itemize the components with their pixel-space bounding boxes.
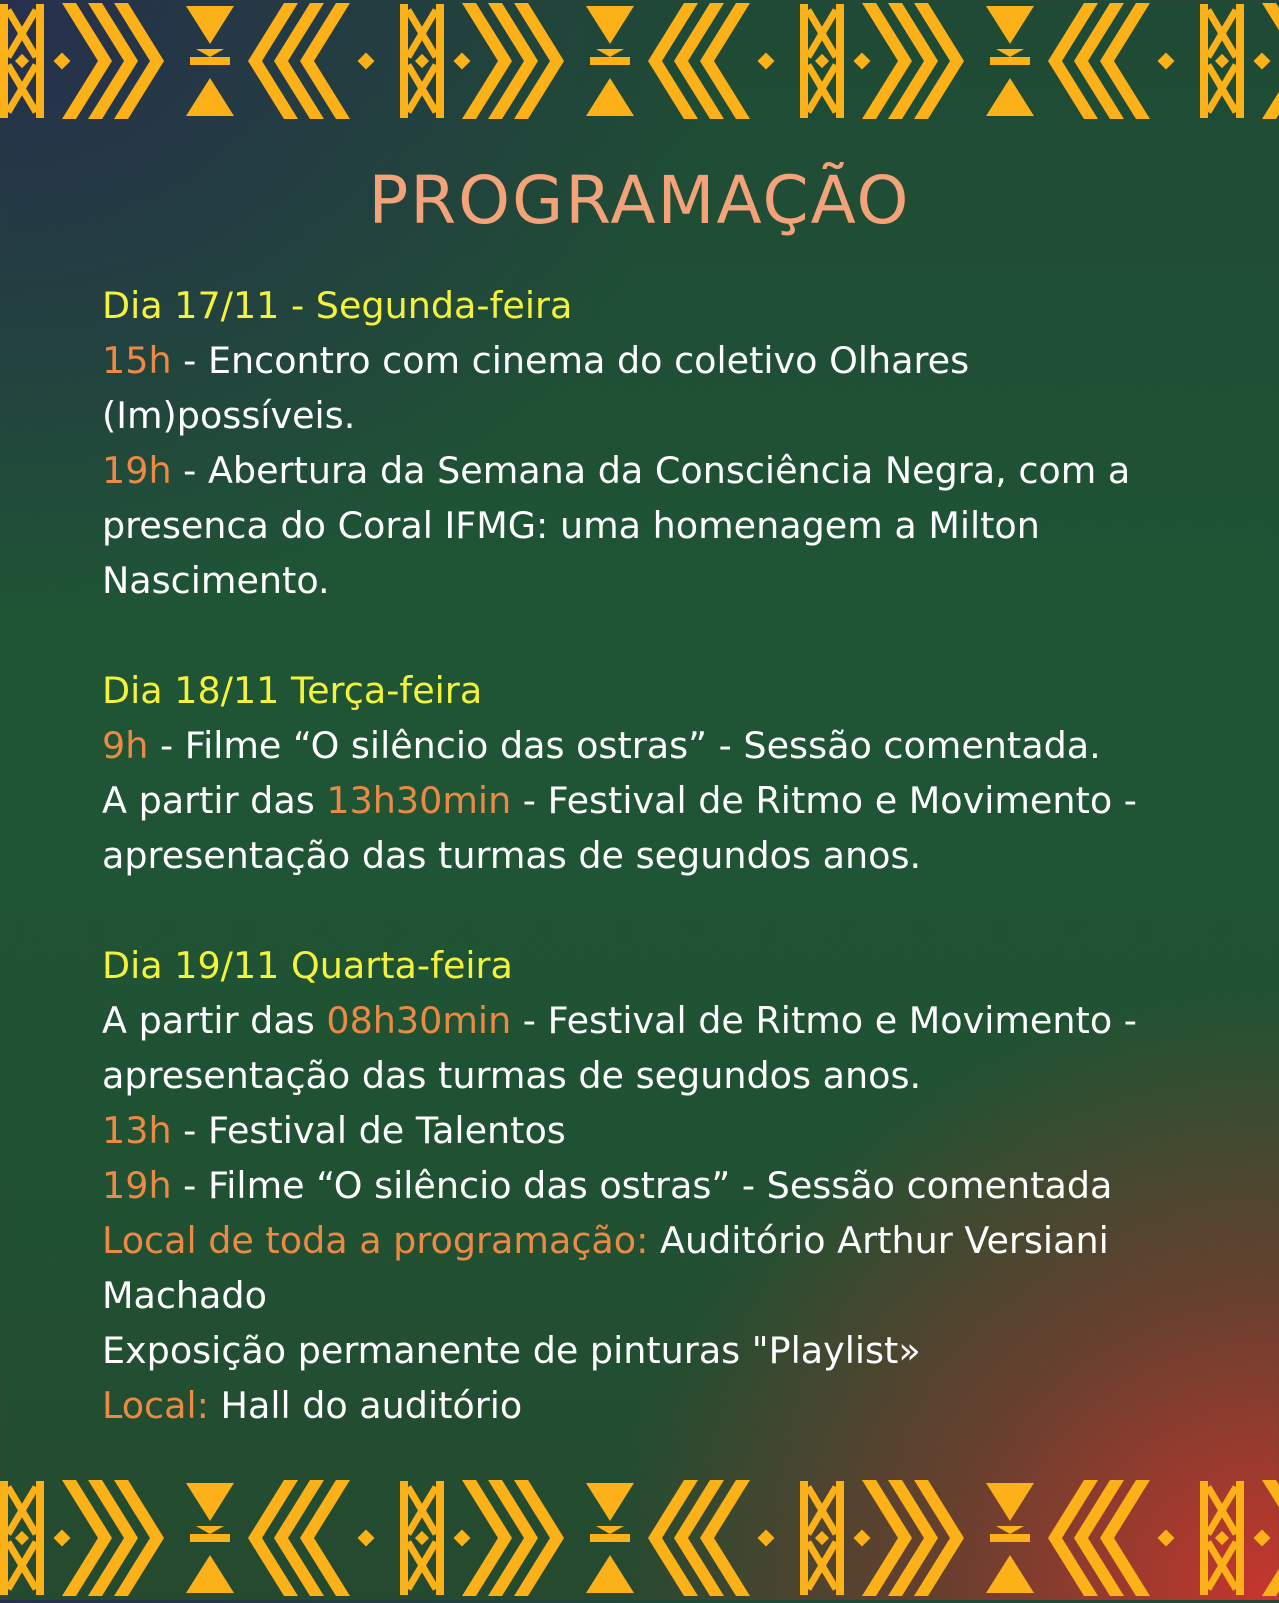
event-time: 9h [102, 724, 149, 767]
event-text: - Encontro com cinema do coletivo Olhares [171, 339, 970, 382]
event-line [102, 333, 1212, 388]
event-line [102, 773, 1212, 828]
event-time: 13h [102, 1109, 172, 1152]
event-text-continued: apresentação das turmas de segundos anos. [102, 834, 922, 877]
event-time: 19h [102, 449, 172, 492]
venue-text: Auditório Arthur Versiani [648, 1219, 1109, 1262]
event-time: 08h30min [326, 999, 512, 1042]
schedule [102, 278, 1212, 1433]
decorative-border-top [0, 0, 1279, 140]
page-title: PROGRAMAÇÃO [368, 162, 911, 239]
exhibition-venue-text: Hall do auditório [208, 1384, 523, 1427]
exhibition-venue-label: Local: [102, 1384, 209, 1427]
event-time: 15h [102, 339, 172, 382]
tribal-pattern [0, 3, 1279, 119]
event-text-continued: presenca do Coral IFMG: uma homenagem a Milton [102, 504, 1040, 547]
event-line [102, 1158, 1212, 1213]
event-text-continued: (Im)possíveis. [102, 394, 356, 437]
event-line [102, 993, 1212, 1048]
event-prefix: A partir das [102, 779, 327, 822]
exhibition-line: Exposição permanente de pinturas "Playlist» [102, 1329, 921, 1372]
venue-line [102, 1213, 1212, 1268]
event-text: - Festival de Ritmo e Movimento - [511, 999, 1137, 1042]
event-time: 19h [102, 1164, 172, 1207]
event-prefix: A partir das [102, 999, 327, 1042]
spacer [102, 608, 1212, 663]
event-text: - Abertura da Semana da Consciência Negra, com a [171, 449, 1131, 492]
event-time: 13h30min [326, 779, 512, 822]
spacer [102, 883, 1212, 938]
tribal-pattern [0, 1480, 1279, 1596]
decorative-border-bottom [0, 1463, 1279, 1603]
event-text: - Festival de Talentos [171, 1109, 566, 1152]
event-line [102, 443, 1212, 498]
venue-text-continued: Machado [102, 1274, 267, 1317]
event-text: - Festival de Ritmo e Movimento - [511, 779, 1137, 822]
event-text-continued: Nascimento. [102, 559, 330, 602]
day-heading: Dia 19/11 Quarta-feira [102, 944, 513, 987]
day-heading: Dia 18/11 Terça-feira [102, 669, 483, 712]
event-text-continued: apresentação das turmas de segundos anos. [102, 1054, 922, 1097]
exhibition-venue-line [102, 1378, 1212, 1433]
day-heading: Dia 17/11 - Segunda-feira [102, 284, 573, 327]
event-text: - Filme “O silêncio das ostras” - Sessão comentada. [148, 724, 1101, 767]
venue-label: Local de toda a programação: [102, 1219, 649, 1262]
event-text: - Filme “O silêncio das ostras” - Sessão comentada [171, 1164, 1113, 1207]
event-line [102, 718, 1212, 773]
event-line [102, 1103, 1212, 1158]
